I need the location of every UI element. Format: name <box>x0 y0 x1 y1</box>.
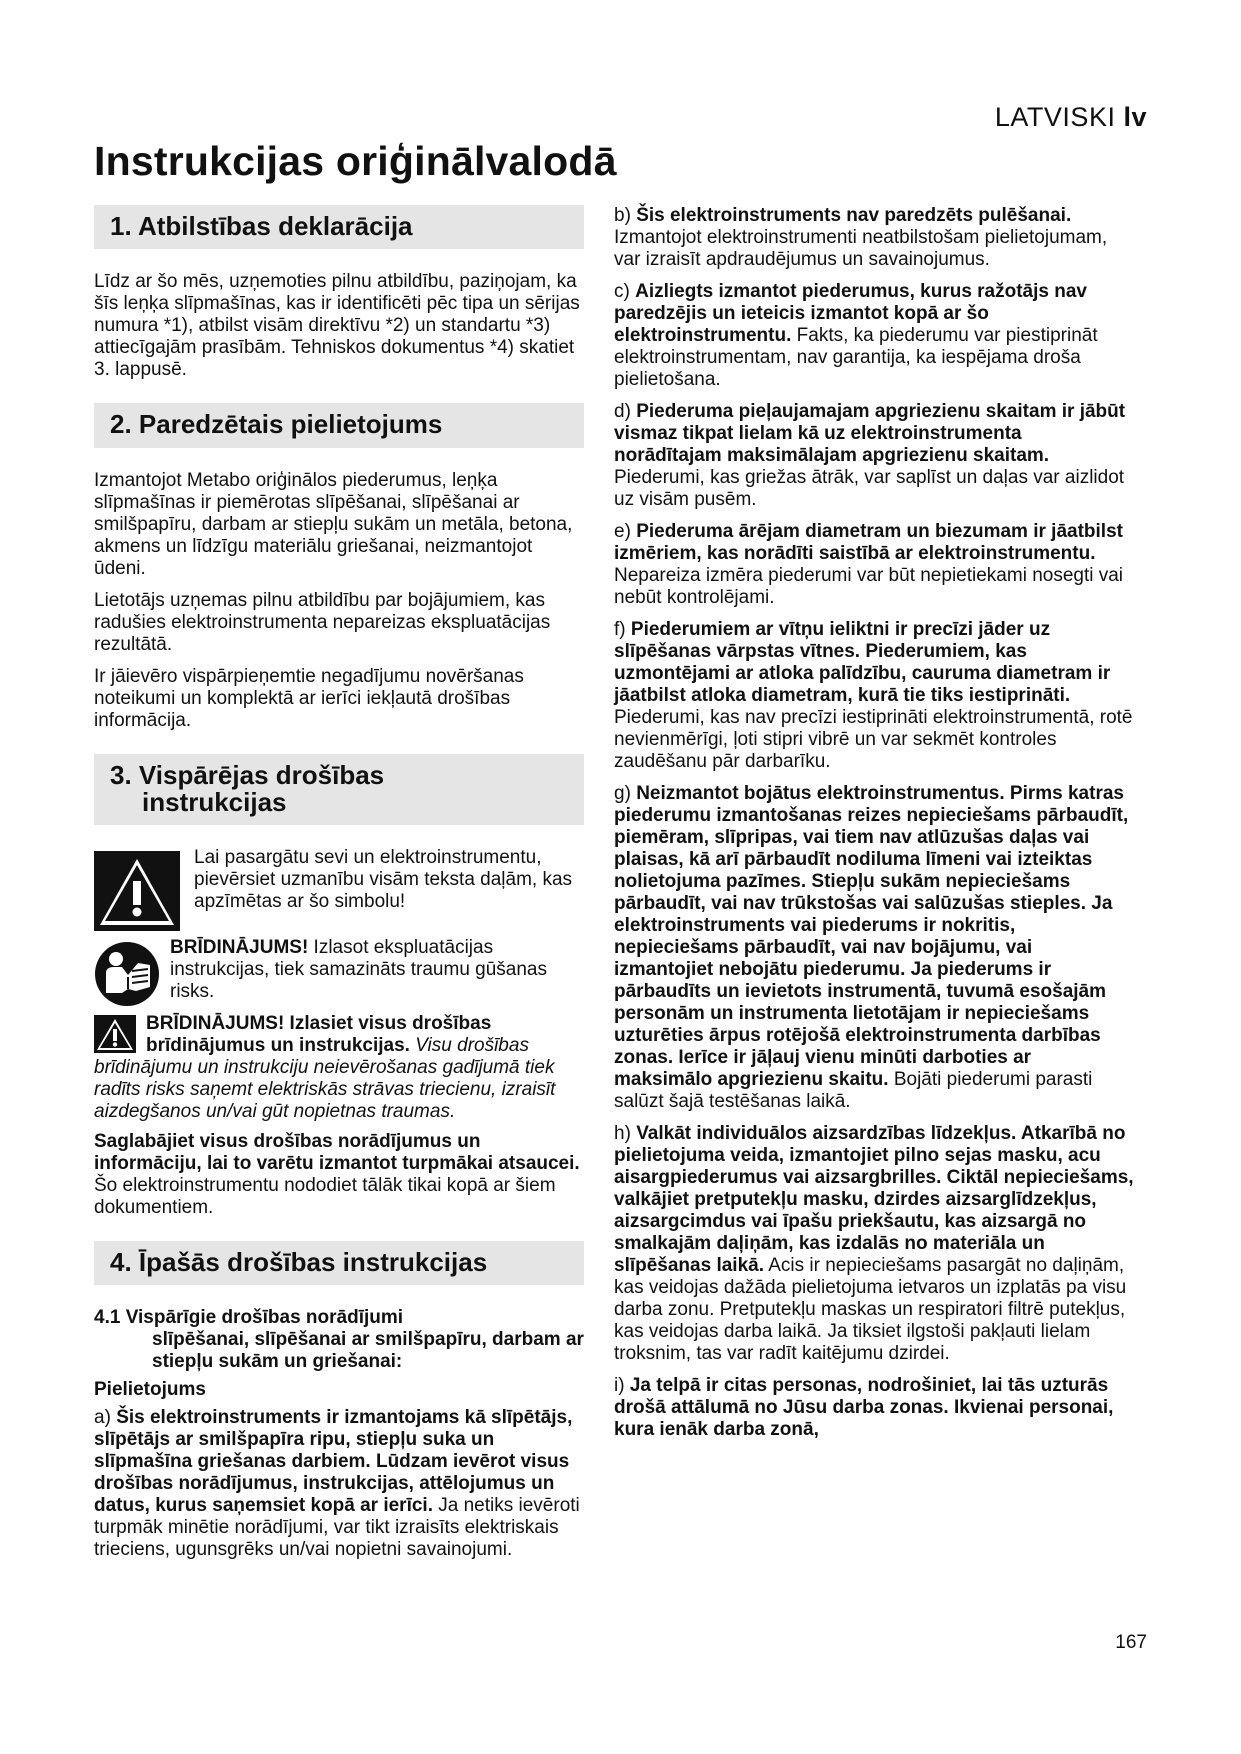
all-warnings-block <box>94 1013 584 1123</box>
language-name: LATVISKI <box>994 102 1116 132</box>
item-d: d) Piederuma pieļaujamajam apgriezienu skaitam ir jābūt vismaz tikpat lielam kā uz elektroinstrumenta norādītajam maksimālajam apgriezienu skaitam. Piederumi, kas griežas ātrāk, var saplīst un daļas var aizlidot uz visām pusēm. <box>614 401 1126 510</box>
all-warnings-italic: Visu drošības brīdinājumu un instrukciju neievērošanas gadījumā tiek radīts risks saņemt elektriskās strāvas triecienu, izraisīt aizdegšanos un/vai gūt nopietnas traumas. <box>94 1035 556 1123</box>
item-c: c) Aizliegts izmantot piederumus, kurus ražotājs nav paredzējis un ieteicis izmantot kopā ar šo elektroinstrumentu. Fakts, ka piederumu var piestiprināt elektroinstrumentam, nav garantija, ka iespējama droša pielietošana. <box>614 281 1098 390</box>
section-4-1-heading-rest: slīpēšanai, slīpēšanai ar smilšpapīru, darbam ar stiepļu sukām un griešanai: <box>152 1329 584 1373</box>
read-manual-icon <box>94 941 160 1007</box>
section-1-heading: 1. Atbilstības deklarācija <box>94 205 584 249</box>
item-a: a) Šis elektroinstruments ir izmantojams kā slīpētājs, slīpētājs ar smilšpapīra ripu, stiepļu suka un slīpmašīna griešanas darbiem. Lūdzam ievērot visus drošības norādījumus, instrukcijas, attēlojumus un datus, kurus saņemsiet kopā ar ierīci. Ja netiks ievēroti turpmāk minētie norādījumi, var tikt izraisīts elektriskais trieciens, ugunsgrēks un/vai nopietni savainojumi. <box>94 1407 580 1561</box>
section-1-text: Līdz ar šo mēs, uzņemoties pilnu atbildību, paziņojam, ka šīs leņķa slīpmašīnas, kas ir identificēti pēc tipa un sērijas numura *1), atbilst visām direktīvu *2) un standartu *3) attiecīgajām prasībām. Tehniskos dokumentus *4) skatiet 3. lappusē. <box>94 271 580 381</box>
keep-instructions-bold: Saglabājiet visus drošības norādījumus un informāciju, lai to varētu izmantot turpmākai atsaucei. <box>94 1131 580 1175</box>
read-manual-row <box>94 937 584 1007</box>
warning-symbol-row <box>94 847 584 931</box>
left-column <box>94 205 584 1569</box>
section-4-1-heading-first: 4.1 Vispārīgie drošības norādījumi <box>94 1307 404 1329</box>
keep-instructions-text: Šo elektroinstrumentu nododiet tālāk tikai kopā ar šiem dokumentiem. <box>94 1175 556 1219</box>
read-manual-body: Izlasot ekspluatācijas instrukcijas, tiek samazināts traumu gūšanas risks. <box>170 937 547 1003</box>
section-2-paragraph-2: Lietotājs uzņemas pilnu atbildību par bojājumiem, kas radušies elektroinstrumenta nepareizas ekspluatācijas rezultātā. <box>94 589 551 655</box>
language-label <box>995 102 1147 133</box>
warning-triangle-icon <box>94 851 180 931</box>
item-b: b) Šis elektroinstruments nav paredzēts pulēšanai. Izmantojot elektroinstrumenti neatbilstošam pielietojumam, var izraisīt apdraudējumus un savainojumus. <box>614 205 1108 270</box>
section-3-heading <box>94 754 584 826</box>
section-2-paragraph-3: Ir jāievēro vispārpieņemtie negadījumu novēršanas noteikumi un komplektā ar ierīci iekļautā drošības informācija. <box>94 665 524 731</box>
item-g: g) Neizmantot bojātus elektroinstrumentus. Pirms katras piederumu izmantošanas reizes nepieciešams pārbaudīt, piemēram, slīpripas, vai tiem nav atlūzušas daļas vai plaisas, kā arī pārbaudīt nodiluma līmeni vai izteiktas nolietojuma pazīmes. Stiepļu sukām nepieciešams pārbaudīt, vai nav trūkstošas vai salūzušas stieples. Ja elektroinstruments vai piederums ir nokritis, nepieciešams pārbaudīt, vai nav bojājumu, vai izmantojiet nebojātu piederumu. Ja piederums ir pārbaudīts un ievietots instrumentā, tuvumā esošajām personām un instrumenta lietotājam ir nepieciešams uzturēties ārpus rotējošā elektroinstrumenta darbības zonas. Ierīce ir jāļauj vienu minūti darboties ar maksimālo apgriezienu skaitu. Bojāti piederumi parasti salūzt šajā testēšanas laikā. <box>614 783 1129 1112</box>
all-warnings-text <box>94 1013 584 1123</box>
all-warnings-bold: BRĪDINĀJUMS! Izlasiet visus drošības brīdinājumus un instrukcijas. <box>146 1013 492 1057</box>
language-code: lv <box>1123 102 1147 132</box>
section-4-1-heading <box>94 1307 584 1373</box>
item-f: f) Piederumiem ar vītņu ieliktni ir precīzi jāder uz slīpēšanas vārpstas vītnes. Piederumiem, kas uzmontējami ar atloka palīdzību, cauruma diametram ir jāatbilst atloka diametram, kurā tie tiks iestiprināti. Piederumi, kas nav precīzi iestiprināti elektroinstrumentā, rotē nevienmērīgi, ļoti stipri vibrē un var sekmēt kontroles zaudēšanu pār darbarīku. <box>614 619 1133 772</box>
section-2-heading: 2. Paredzētais pielietojums <box>94 403 584 447</box>
right-column <box>614 205 1134 1451</box>
item-i: i) Ja telpā ir citas personas, nodrošiniet, lai tās uzturās drošā attālumā no Jūsu darba zonas. Ikvienai personai, kura ienāk darba zonā, <box>614 1375 1114 1440</box>
usage-label: Pielietojums <box>94 1379 206 1401</box>
section-3-heading-line2: instrukcijas <box>142 786 287 817</box>
section-2-paragraph-1: Izmantojot Metabo oriģinālos piederumus, leņķa slīpmašīnas ir piemērotas slīpēšanai, slīpēšanai ar smilšpapīru, darbam ar stiepļu sukām un metāla, betona, akmens un līdzīgu materiālu griešanai, neizmantojot ūdeni. <box>94 469 573 579</box>
read-manual-label: BRĪDINĀJUMS! <box>170 937 309 959</box>
item-h: h) Valkāt individuālos aizsardzības līdzekļus. Atkarībā no pielietojuma veida, izmantojiet pilno sejas masku, acu aisargpiederumus vai aizsargbrilles. Ciktāl nepieciešams, valkājiet pretputekļu masku, dzirdes aizsarglīdzekļus, aizsargcimdus vai īpašu priekšautu, kas aizsargā no smalkajām daļiņām, kas izdalās no materiāla un slīpēšanas laikā. Acis ir nepieciešams pasargāt no daļiņām, kas veidojas dažāda pielietojuma ietvaros un izplatās pa visu darba zonu. Pretputekļu maskas un respiratori filtrē putekļus, kas veidojas darba laikā. Ja tiksiet ilgstoši pakļauti lielam troksnim, tas var radīt kaitējumu dzirdei. <box>614 1123 1134 1364</box>
warning-symbol-text: Lai pasargātu sevi un elektroinstrumentu, pievērsiet uzmanību visām teksta daļām, kas apzīmētas ar šo simbolu! <box>194 847 573 913</box>
page-number: 167 <box>1115 1632 1147 1653</box>
section-4-heading: 4. Īpašās drošības instrukcijas <box>94 1241 584 1285</box>
item-e: e) Piederuma ārējam diametram un biezumam ir jāatbilst izmēriem, kas norādīti saistībā ar elektroinstrumentu. Nepareiza izmēra piederumi var būt nepietiekami nosegti vai nebūt kontrolējami. <box>614 521 1124 608</box>
page-title: Instrukcijas oriģinālvalodā <box>94 138 617 184</box>
read-manual-text <box>170 937 584 1003</box>
small-warning-triangle-icon <box>94 1015 136 1053</box>
section-3-heading-line1: 3. Vispārējas drošības <box>110 759 385 790</box>
